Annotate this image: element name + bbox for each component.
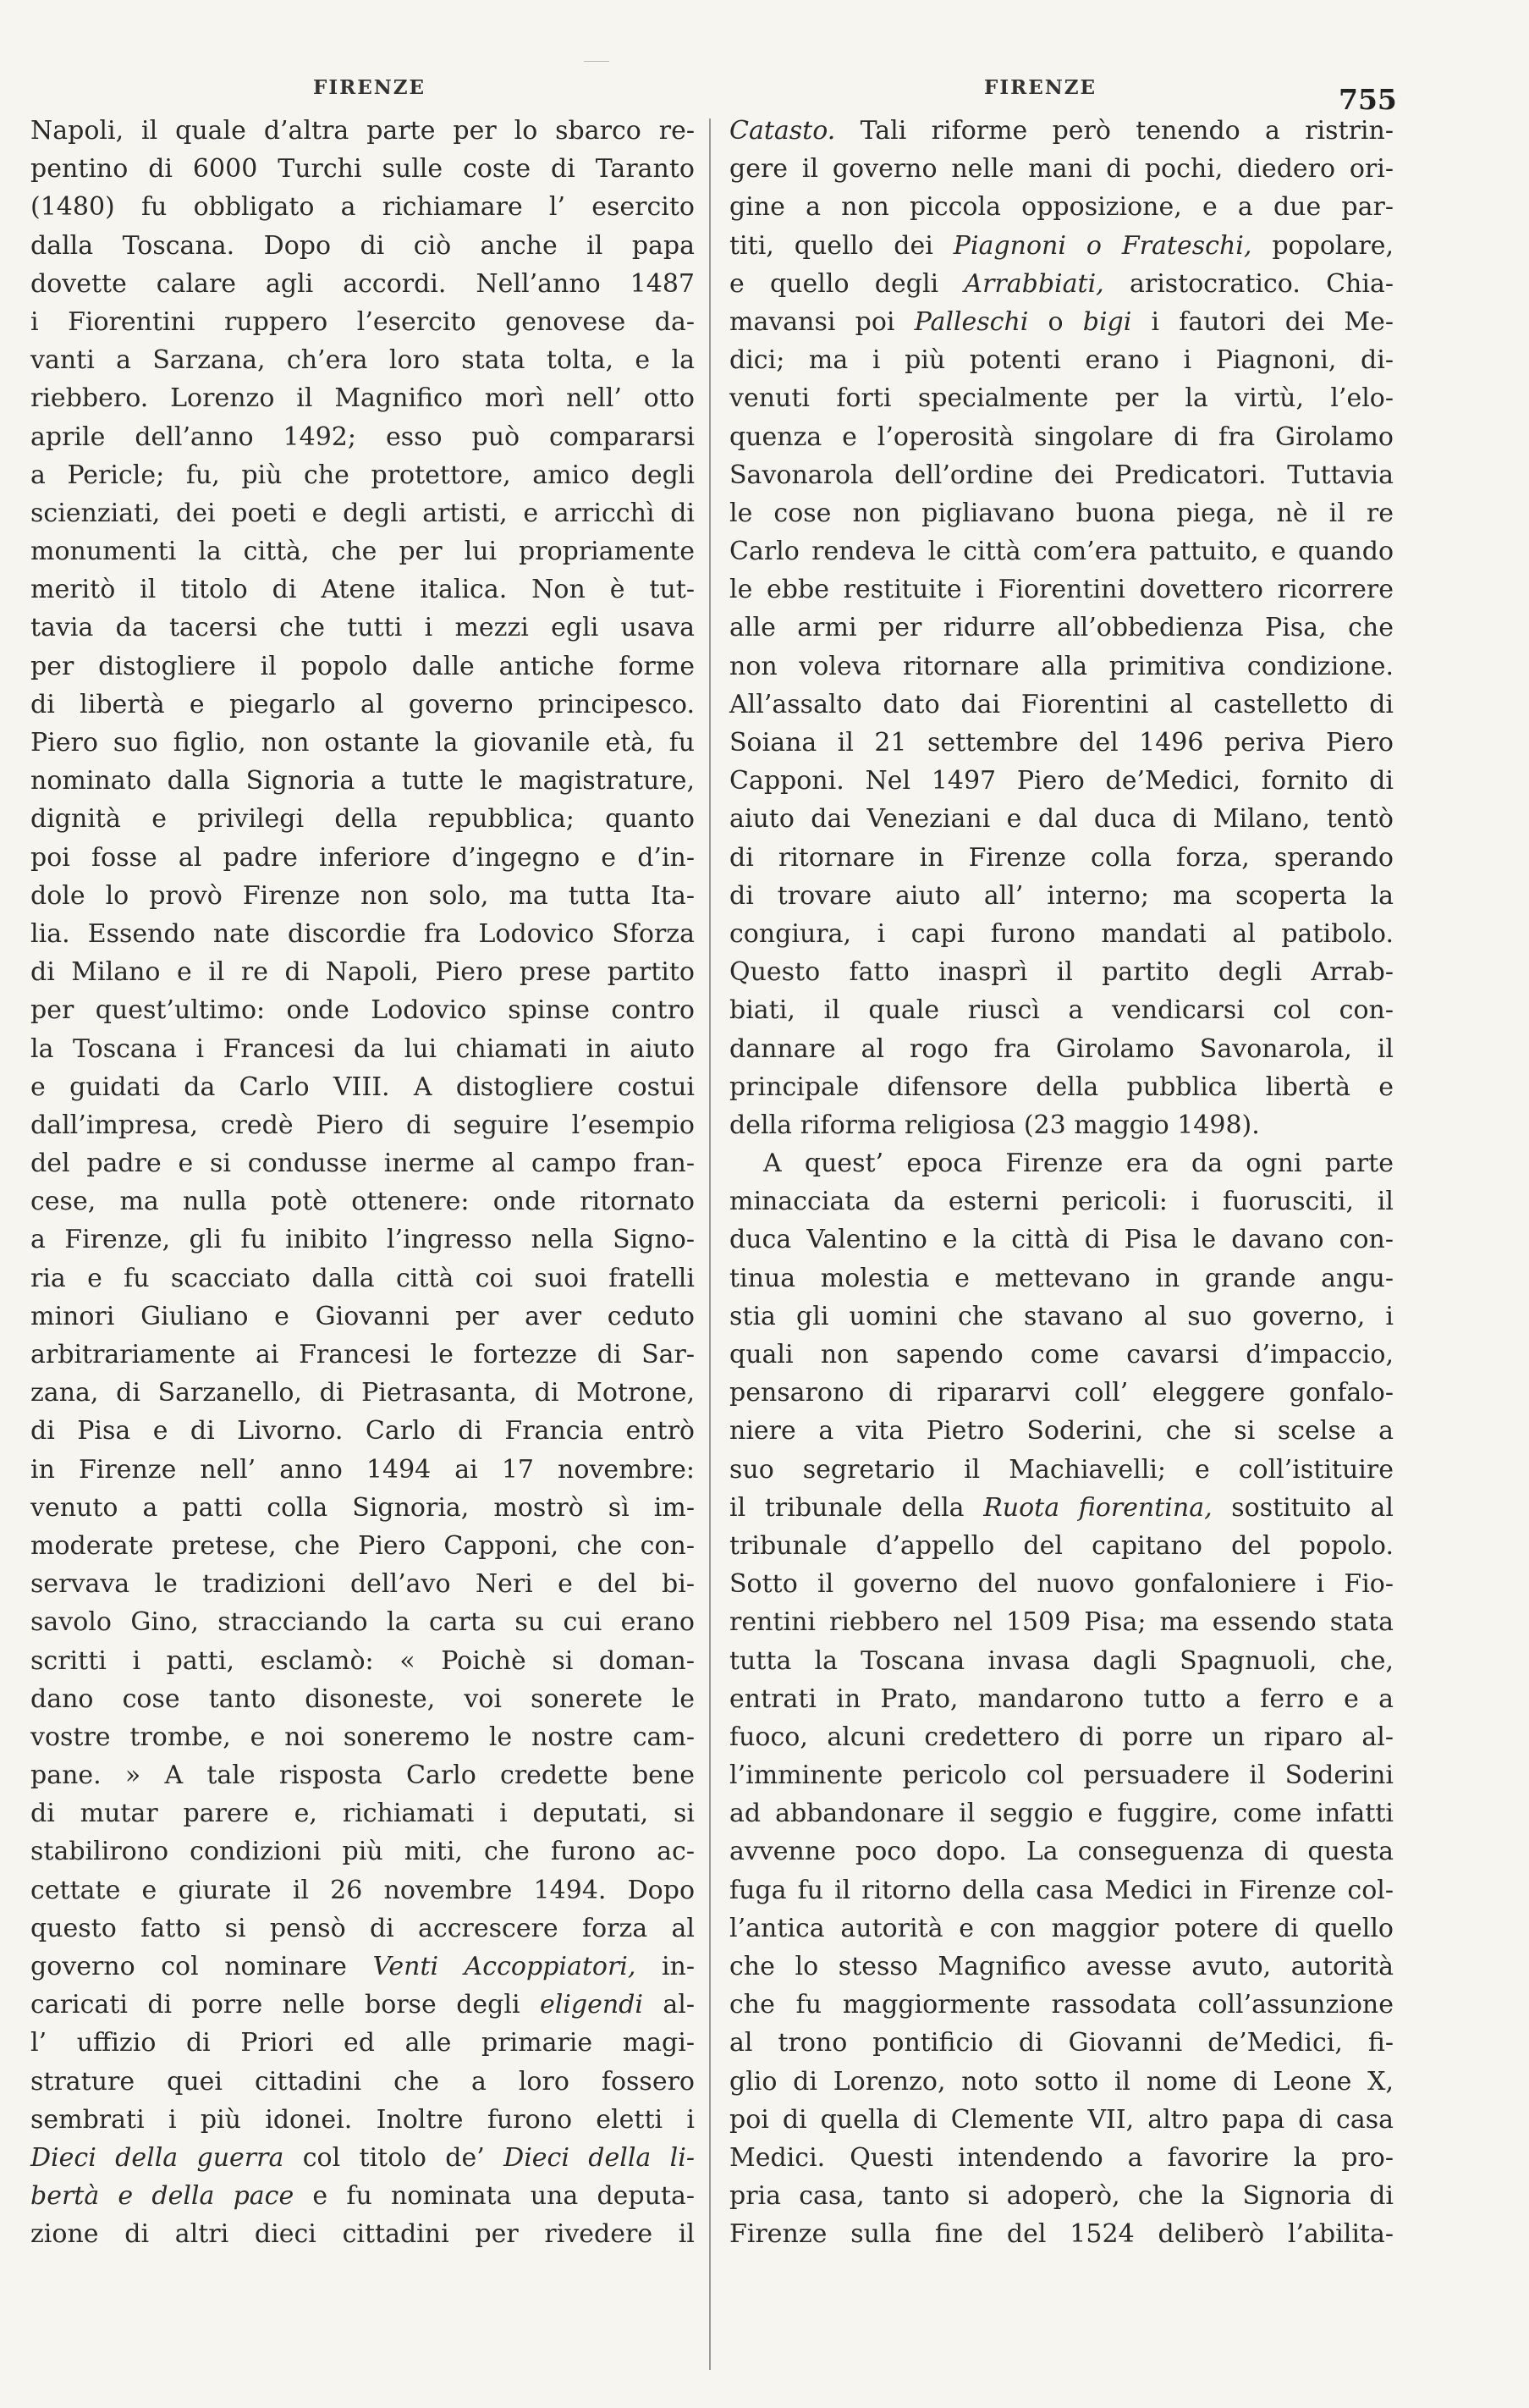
text-run: quenza e l’operosità singolare di fra Girolamo bbox=[729, 422, 1394, 452]
text-line bbox=[729, 1909, 1394, 1948]
text-line bbox=[729, 953, 1394, 991]
text-run: non voleva ritornare alla primitiva condizione. bbox=[729, 651, 1394, 681]
text-run: dignità e privilegi della repubblica; quanto bbox=[30, 804, 695, 835]
right-column bbox=[729, 112, 1394, 2254]
text-run: Carlo rendeva le città com’era pattuito, e quando bbox=[729, 537, 1394, 567]
text-line bbox=[729, 1068, 1394, 1106]
text-run: dole lo provò Firenze non solo, ma tutta Ita- bbox=[30, 880, 695, 911]
text-line bbox=[30, 2024, 695, 2062]
italic-text: Venti Accoppiatori, bbox=[372, 1952, 636, 1981]
text-line bbox=[30, 570, 695, 609]
text-line bbox=[30, 762, 695, 800]
text-run: che fu maggiormente rassodata coll’assunzione bbox=[729, 1990, 1394, 2020]
text-run: venuti forti specialmente per la virtù, l’elo- bbox=[729, 383, 1394, 414]
text-line bbox=[729, 1832, 1394, 1871]
text-line bbox=[30, 1986, 695, 2024]
text-run: moderate pretese, che Piero Capponi, che con- bbox=[30, 1530, 695, 1561]
text-line bbox=[30, 609, 695, 647]
italic-text: bigi bbox=[1082, 306, 1132, 337]
text-run: l’antica autorità e con maggior potere di quello bbox=[729, 1913, 1394, 1943]
italic-text: bertà e della pace bbox=[30, 2181, 294, 2212]
text-line bbox=[729, 724, 1394, 762]
text-line bbox=[30, 1642, 695, 1680]
text-line bbox=[30, 1336, 695, 1374]
text-line bbox=[729, 877, 1394, 915]
text-run: quali non sapendo come cavarsi d’impaccio, bbox=[729, 1340, 1394, 1369]
text-run: Firenze sulla fine del 1524 deliberò l’abilita- bbox=[729, 2219, 1394, 2250]
text-run: principale difensore della pubblica libertà e bbox=[729, 1072, 1394, 1102]
text-run: tribunale d’appello del capitano del popolo. bbox=[729, 1530, 1394, 1561]
text-line bbox=[729, 150, 1394, 188]
text-run: di trovare aiuto all’ interno; ma scoperta la bbox=[729, 880, 1394, 911]
text-run: le ebbe restituite i Fiorentini dovettero ricorrere bbox=[729, 575, 1394, 605]
text-run: caricati di porre nelle borse degli bbox=[30, 1990, 540, 2020]
text-run: lia. Essendo nate discordie fra Lodovico Sforza bbox=[30, 918, 695, 949]
italic-text: Dieci della guerra bbox=[30, 2142, 284, 2173]
text-line bbox=[30, 494, 695, 532]
text-run: A quest’ epoca Firenze era da ogni parte bbox=[763, 1149, 1394, 1179]
text-run: Questo fatto inasprì il partito degli Arrab- bbox=[729, 957, 1394, 988]
text-line bbox=[729, 915, 1394, 953]
text-line bbox=[30, 915, 695, 953]
text-run: i fautori dei Me- bbox=[1131, 306, 1394, 337]
italic-text: Piagnoni o Frateschi, bbox=[953, 230, 1252, 261]
text-line bbox=[30, 379, 695, 417]
italic-text: Catasto. bbox=[729, 116, 836, 146]
text-line bbox=[30, 953, 695, 991]
text-run: aprile dell’anno 1492; esso può compararsi bbox=[30, 422, 695, 452]
text-run: dalla Toscana. Dopo di ciò anche il papa bbox=[30, 230, 695, 261]
text-line bbox=[30, 686, 695, 724]
text-line bbox=[30, 839, 695, 877]
text-line bbox=[30, 303, 695, 341]
text-line bbox=[729, 570, 1394, 609]
text-line bbox=[729, 1756, 1394, 1794]
text-line bbox=[729, 1871, 1394, 1909]
text-run: a Firenze, gli fu inibito l’ingresso nella Signo- bbox=[30, 1225, 695, 1255]
text-run: Sotto il governo del nuovo gonfaloniere i Fio- bbox=[729, 1569, 1394, 1600]
text-run: monumenti la città, che per lui propriamente bbox=[30, 537, 695, 567]
text-run: in- bbox=[635, 1952, 695, 1981]
text-run: per distogliere il popolo dalle antiche forme bbox=[30, 651, 695, 681]
text-line bbox=[30, 877, 695, 915]
text-run: per quest’ultimo: onde Lodovico spinse contro bbox=[30, 995, 695, 1026]
text-line bbox=[30, 532, 695, 570]
text-line bbox=[729, 1794, 1394, 1832]
text-run: di libertà e piegarlo al governo principesco. bbox=[30, 689, 695, 719]
text-line bbox=[30, 2215, 695, 2253]
text-line bbox=[30, 1871, 695, 1909]
text-line bbox=[30, 1412, 695, 1450]
text-run: questo fatto si pensò di accrescere forza al bbox=[30, 1913, 695, 1943]
text-line bbox=[729, 1182, 1394, 1221]
text-line bbox=[30, 418, 695, 456]
text-line bbox=[30, 1680, 695, 1718]
text-line bbox=[30, 456, 695, 494]
text-line bbox=[30, 1565, 695, 1603]
text-run: poi di quella di Clemente VII, altro papa di casa bbox=[729, 2104, 1394, 2135]
text-run: gine a non piccola opposizione, e a due par- bbox=[729, 192, 1394, 223]
text-run: pensarono di ripararvi coll’ eleggere gonfalo- bbox=[729, 1378, 1394, 1408]
text-line bbox=[729, 1336, 1394, 1374]
text-run: arbitrariamente ai Francesi le fortezze di Sar- bbox=[30, 1340, 695, 1369]
text-run: scienziati, dei poeti e degli artisti, e arricchì di bbox=[30, 498, 695, 528]
text-run: All’assalto dato dai Fiorentini al castelletto di bbox=[729, 689, 1394, 719]
text-line bbox=[729, 2101, 1394, 2139]
text-line bbox=[30, 1221, 695, 1259]
text-run: della riforma religiosa (23 maggio 1498). bbox=[729, 1110, 1260, 1140]
text-run: le cose non pigliavano buona piega, nè il re bbox=[729, 498, 1394, 528]
text-line bbox=[729, 1680, 1394, 1718]
italic-text: Dieci della li- bbox=[503, 2142, 695, 2173]
text-run: stia gli uomini che stavano al suo governo, i bbox=[729, 1301, 1394, 1331]
text-line bbox=[729, 1030, 1394, 1068]
text-run: pria casa, tanto si adoperò, che la Signoria di bbox=[729, 2181, 1394, 2212]
text-run: venuto a patti colla Signoria, mostrò sì im- bbox=[30, 1492, 695, 1523]
text-run: zione di altri dieci cittadini per rivedere il bbox=[30, 2219, 695, 2250]
text-line bbox=[729, 456, 1394, 494]
running-head-left: FIRENZE bbox=[313, 76, 426, 99]
text-line bbox=[30, 1718, 695, 1756]
text-run: mavansi poi bbox=[729, 306, 915, 337]
text-line bbox=[30, 265, 695, 303]
text-run: scritti i patti, esclamò: « Poichè si doman- bbox=[30, 1645, 695, 1676]
text-run: popolare, bbox=[1251, 230, 1394, 261]
text-line bbox=[30, 1068, 695, 1106]
text-line bbox=[729, 1603, 1394, 1641]
italic-text: Ruota fiorentina, bbox=[983, 1492, 1213, 1523]
text-line bbox=[729, 1565, 1394, 1603]
text-line bbox=[30, 2063, 695, 2101]
text-line bbox=[729, 112, 1394, 150]
text-line bbox=[729, 1986, 1394, 2024]
text-run: meritò il titolo di Atene italica. Non è tut- bbox=[30, 575, 695, 605]
column-divider bbox=[709, 118, 711, 2370]
text-run: minacciata da esterni pericoli: i fuorusciti, il bbox=[729, 1187, 1394, 1217]
text-line bbox=[729, 341, 1394, 379]
text-line bbox=[729, 1642, 1394, 1680]
text-line bbox=[30, 1603, 695, 1641]
text-line bbox=[729, 1259, 1394, 1298]
text-line bbox=[729, 2215, 1394, 2253]
text-run: titi, quello dei bbox=[729, 230, 954, 261]
italic-text: Palleschi bbox=[914, 306, 1029, 337]
text-line bbox=[729, 1489, 1394, 1527]
text-line bbox=[30, 1527, 695, 1565]
text-line bbox=[729, 418, 1394, 456]
text-run: governo col nominare bbox=[30, 1952, 373, 1981]
text-run: cese, ma nulla potè ottenere: onde ritornato bbox=[30, 1187, 695, 1217]
text-run: in Firenze nell’ anno 1494 ai 17 novembre: bbox=[30, 1454, 695, 1485]
text-line bbox=[729, 532, 1394, 570]
text-line bbox=[729, 265, 1394, 303]
text-line bbox=[30, 150, 695, 188]
text-line bbox=[30, 112, 695, 150]
text-run: pentino di 6000 Turchi sulle coste di Taranto bbox=[30, 154, 695, 185]
text-line bbox=[729, 188, 1394, 226]
text-run: (1480) fu obbligato a richiamare l’ esercito bbox=[30, 192, 695, 223]
text-run: l’imminente pericolo col persuadere il Soderini bbox=[729, 1761, 1394, 1791]
text-run: sostituito al bbox=[1212, 1492, 1394, 1523]
text-line bbox=[30, 1948, 695, 1986]
text-line bbox=[729, 991, 1394, 1029]
text-run: tutta la Toscana invasa dagli Spagnuoli, che, bbox=[729, 1645, 1394, 1676]
text-run: dall’impresa, credè Piero di seguire l’esempio bbox=[30, 1110, 695, 1140]
text-run: dici; ma i più potenti erano i Piagnoni, di- bbox=[729, 345, 1394, 376]
text-run: alle armi per ridurre all’obbedienza Pisa, che bbox=[729, 613, 1394, 643]
text-run: Napoli, il quale d’altra parte per lo sbarco re- bbox=[30, 116, 695, 146]
text-line bbox=[729, 494, 1394, 532]
text-run: di Milano e il re di Napoli, Piero prese partito bbox=[30, 957, 695, 988]
text-run: che lo stesso Magnifico avesse avuto, autorità bbox=[729, 1952, 1394, 1981]
text-line bbox=[729, 1298, 1394, 1336]
text-line bbox=[729, 1527, 1394, 1565]
italic-text: Arrabbiati, bbox=[964, 268, 1104, 299]
text-line bbox=[30, 1374, 695, 1412]
text-run: fuoco, alcuni credettero di porre un riparo al- bbox=[729, 1722, 1394, 1752]
text-run: glio di Lorenzo, noto sotto il nome di Leone X, bbox=[729, 2066, 1394, 2097]
text-run: del padre e si condusse inerme al campo fran- bbox=[30, 1149, 695, 1179]
text-line bbox=[30, 2177, 695, 2215]
text-line bbox=[30, 647, 695, 686]
text-run: aristocratico. Chia- bbox=[1103, 268, 1394, 299]
text-line bbox=[30, 1259, 695, 1298]
text-line bbox=[729, 379, 1394, 417]
text-run: Medici. Questi intendendo a favorire la pro- bbox=[729, 2142, 1394, 2173]
text-run: e quello degli bbox=[729, 268, 965, 299]
text-line bbox=[30, 1298, 695, 1336]
text-run: poi fosse al padre inferiore d’ingegno e d’in- bbox=[30, 842, 695, 873]
text-line bbox=[30, 1106, 695, 1144]
text-line bbox=[729, 1374, 1394, 1412]
text-run: vostre trombe, e noi soneremo le nostre cam- bbox=[30, 1722, 695, 1752]
text-run: gere il governo nelle mani di pochi, diedero ori- bbox=[729, 154, 1394, 185]
text-run: entrati in Prato, mandarono tutto a ferro e a bbox=[729, 1683, 1394, 1714]
text-line bbox=[30, 1030, 695, 1068]
text-run: niere a vita Pietro Soderini, che si scelse a bbox=[729, 1416, 1394, 1446]
text-line bbox=[30, 227, 695, 265]
text-run: fuga fu il ritorno della casa Medici in Firenze col- bbox=[729, 1875, 1394, 1905]
text-run: il tribunale della bbox=[729, 1492, 984, 1523]
text-line bbox=[30, 2101, 695, 2139]
text-run: nominato dalla Signoria a tutte le magistrature, bbox=[30, 766, 695, 796]
text-run: sembrati i più idonei. Inoltre furono eletti i bbox=[30, 2104, 695, 2135]
text-line bbox=[729, 1144, 1394, 1182]
text-line bbox=[30, 341, 695, 379]
text-line bbox=[30, 1489, 695, 1527]
text-run: suo segretario il Machiavelli; e coll’istituire bbox=[729, 1454, 1394, 1485]
text-line bbox=[729, 227, 1394, 265]
text-run: servava le tradizioni dell’avo Neri e del bi- bbox=[30, 1569, 695, 1600]
text-run: vanti a Sarzana, ch’era loro stata tolta, e la bbox=[30, 345, 695, 376]
text-run: cettate e giurate il 26 novembre 1494. Dopo bbox=[30, 1875, 695, 1905]
text-run: pane. » A tale risposta Carlo credette bene bbox=[30, 1761, 695, 1791]
text-run: Piero suo figlio, non ostante la giovanile età, fu bbox=[30, 728, 695, 758]
text-run: aiuto dai Veneziani e dal duca di Milano, tentò bbox=[729, 804, 1394, 835]
text-line bbox=[30, 800, 695, 838]
text-line bbox=[30, 1756, 695, 1794]
text-line bbox=[729, 1106, 1394, 1144]
text-line bbox=[729, 800, 1394, 838]
text-line bbox=[729, 839, 1394, 877]
text-line bbox=[729, 2139, 1394, 2177]
text-run: duca Valentino e la città di Pisa le davano con- bbox=[729, 1225, 1394, 1255]
text-run: zana, di Sarzanello, di Pietrasanta, di Motrone, bbox=[30, 1378, 695, 1408]
text-line bbox=[729, 1412, 1394, 1450]
text-line bbox=[729, 2177, 1394, 2215]
text-line bbox=[729, 303, 1394, 341]
text-line bbox=[729, 609, 1394, 647]
text-line bbox=[30, 991, 695, 1029]
text-run: strature quei cittadini che a loro fossero bbox=[30, 2066, 695, 2097]
text-line bbox=[729, 1718, 1394, 1756]
text-run: di ritornare in Firenze colla forza, sperando bbox=[729, 842, 1394, 873]
text-line bbox=[30, 1451, 695, 1489]
text-run: dovette calare agli accordi. Nell’anno 1487 bbox=[30, 268, 695, 299]
text-line bbox=[729, 647, 1394, 686]
text-run: avvenne poco dopo. La conseguenza di questa bbox=[729, 1837, 1394, 1867]
text-run: riebbero. Lorenzo il Magnifico morì nell’ otto bbox=[30, 383, 695, 414]
text-run: col titolo de’ bbox=[283, 2142, 504, 2173]
text-run: stabilirono condizioni più miti, che furono ac- bbox=[30, 1837, 695, 1867]
text-run: l’ uffizio di Priori ed alle primarie magi- bbox=[30, 2028, 695, 2058]
text-run: rentini riebbero nel 1509 Pisa; ma essendo stata bbox=[729, 1607, 1394, 1638]
text-run: Tali riforme però tenendo a ristrin- bbox=[835, 116, 1394, 146]
text-run: di mutar parere e, richiamati i deputati, si bbox=[30, 1799, 695, 1829]
text-run: Soiana il 21 settembre del 1496 periva Piero bbox=[729, 728, 1394, 758]
text-line bbox=[30, 1144, 695, 1182]
text-run: ria e fu scacciato dalla città coi suoi fratelli bbox=[30, 1263, 695, 1293]
text-run: Savonarola dell’ordine dei Predicatori. Tuttavia bbox=[729, 460, 1394, 490]
text-run: al- bbox=[642, 1990, 695, 2020]
text-run: a Pericle; fu, più che protettore, amico degli bbox=[30, 460, 695, 490]
text-run: i Fiorentini ruppero l’esercito genovese da- bbox=[30, 306, 695, 337]
text-line bbox=[30, 1909, 695, 1948]
text-line bbox=[729, 2024, 1394, 2062]
text-line bbox=[30, 1794, 695, 1832]
text-run: minori Giuliano e Giovanni per aver ceduto bbox=[30, 1301, 695, 1331]
running-head-right: FIRENZE bbox=[984, 76, 1097, 99]
text-line bbox=[729, 686, 1394, 724]
text-line bbox=[729, 1451, 1394, 1489]
text-run: Capponi. Nel 1497 Piero de’Medici, fornito di bbox=[729, 766, 1394, 796]
text-run: dannare al rogo fra Girolamo Savonarola, il bbox=[729, 1033, 1394, 1064]
page-number: 755 bbox=[1339, 83, 1397, 116]
italic-text: eligendi bbox=[539, 1990, 643, 2020]
text-line bbox=[30, 1832, 695, 1871]
top-rule bbox=[584, 61, 609, 62]
text-run: e guidati da Carlo VIII. A distogliere costui bbox=[30, 1072, 695, 1102]
text-run: di Pisa e di Livorno. Carlo di Francia entrò bbox=[30, 1416, 695, 1446]
text-line bbox=[729, 762, 1394, 800]
text-run: tinua molestia e mettevano in grande angu- bbox=[729, 1263, 1394, 1293]
text-line bbox=[30, 2139, 695, 2177]
text-line bbox=[30, 188, 695, 226]
left-column bbox=[30, 112, 695, 2254]
text-run: dano cose tanto disoneste, voi sonerete le bbox=[30, 1683, 695, 1714]
text-run: savolo Gino, stracciando la carta su cui erano bbox=[30, 1607, 695, 1638]
text-run: la Toscana i Francesi da lui chiamati in aiuto bbox=[30, 1033, 695, 1064]
text-run: biati, il quale riuscì a vendicarsi col con- bbox=[729, 995, 1394, 1026]
text-line bbox=[729, 2063, 1394, 2101]
text-run: tavia da tacersi che tutti i mezzi egli usava bbox=[30, 613, 695, 643]
text-line bbox=[30, 1182, 695, 1221]
text-run: o bbox=[1028, 306, 1083, 337]
text-run: congiura, i capi furono mandati al patibolo. bbox=[729, 918, 1394, 949]
text-line bbox=[729, 1221, 1394, 1259]
text-run: al trono pontificio di Giovanni de’Medici, fi- bbox=[729, 2028, 1394, 2058]
text-run: ad abbandonare il seggio e fuggire, come infatti bbox=[729, 1799, 1394, 1829]
text-run: e fu nominata una deputa- bbox=[294, 2181, 695, 2212]
text-line bbox=[30, 724, 695, 762]
text-line bbox=[729, 1948, 1394, 1986]
